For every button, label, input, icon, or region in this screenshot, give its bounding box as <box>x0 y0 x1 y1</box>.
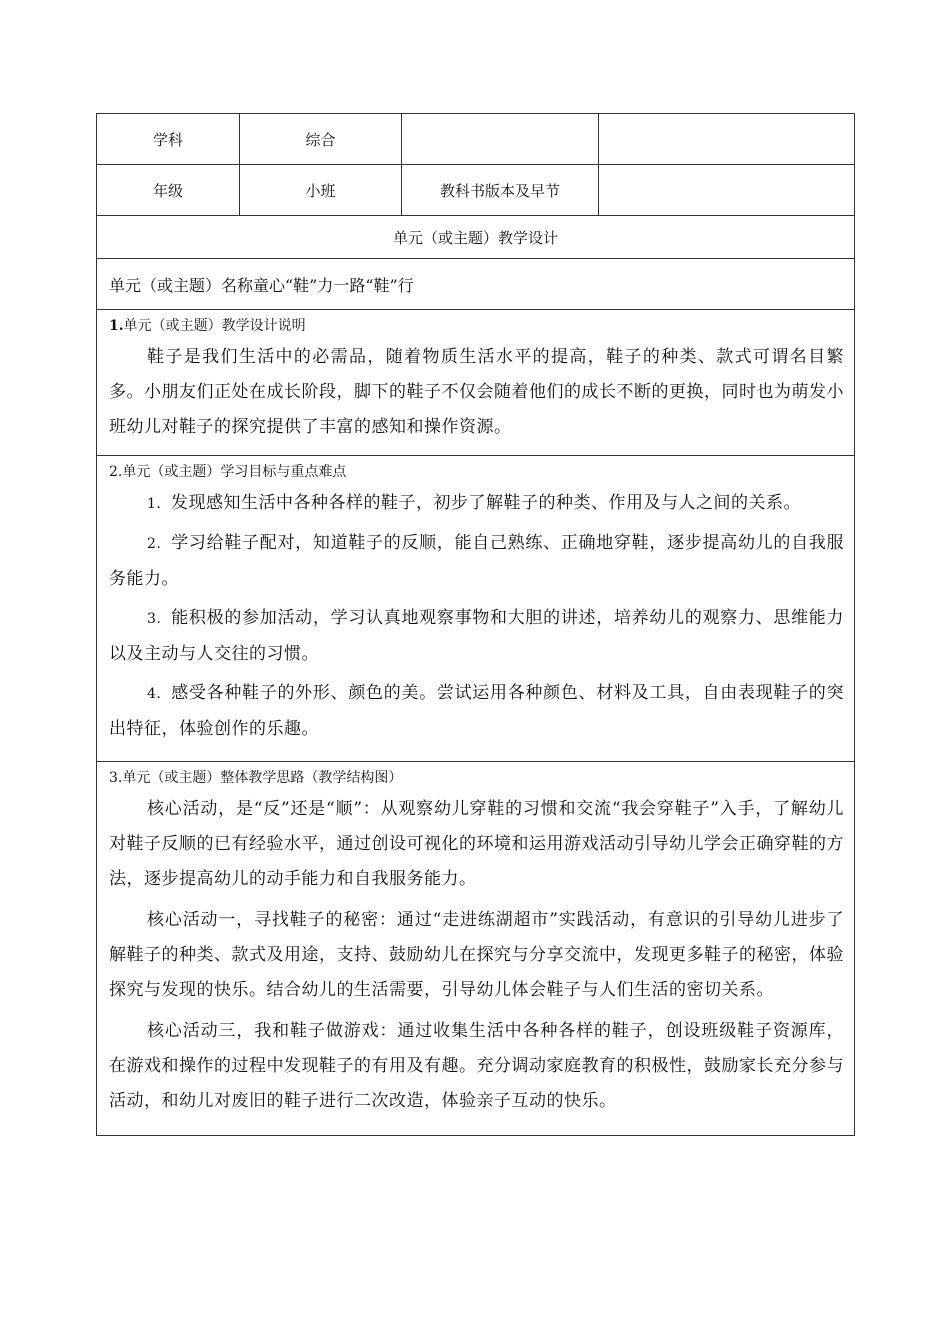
unit-design-title: 单元（或主题）教学设计 <box>97 216 855 259</box>
section3-title: 3.单元（或主题）整体教学思路（教学结构图） <box>109 770 403 786</box>
goal-number: 4. <box>147 686 162 702</box>
section3-paragraph: 核心活动，是“反”还是“顺”：从观察幼儿穿鞋的习惯和交流“我会穿鞋子”入手，了解幼儿对鞋子反顺的已有经验水平，通过创设可视化的环境和运用游戏活动引导幼儿学会正确穿鞋的方法，逐步提高幼儿的动手能力和自我服务能力。 <box>109 799 844 889</box>
section2-row <box>97 456 855 762</box>
section3-row <box>97 762 855 1136</box>
goal-number: 2. <box>147 536 162 552</box>
empty-cell <box>599 114 855 165</box>
goal-number: 3. <box>147 611 162 627</box>
section1-title <box>109 316 844 336</box>
grade-row <box>97 165 855 216</box>
subject-value: 综合 <box>240 114 402 165</box>
goal-item <box>109 526 844 597</box>
section1-paragraph: 鞋子是我们生活中的必需品，随着物质生活水平的提高，鞋子的种类、款式可谓名目繁多。小朋友们正处在成长阶段，脚下的鞋子不仅会随着他们的成长不断的更换，同时也为萌发小班幼儿对鞋子的探究提供了丰富的感知和操作资源。 <box>109 347 844 437</box>
unit-name-row <box>97 259 855 310</box>
subject-label: 学科 <box>97 114 240 165</box>
goal-text: 感受各种鞋子的外形、颜色的美。尝试运用各种颜色、材料及工具，自由表现鞋子的突出特征，体验创作的乐趣。 <box>109 683 844 739</box>
section3-paragraph: 核心活动三，我和鞋子做游戏：通过收集生活中各种各样的鞋子，创设班级鞋子资源库，在游戏和操作的过程中发现鞋子的有用及有趣。充分调动家庭教育的积极性，鼓励家长充分参与活动，和幼儿对废旧的鞋子进行二次改造，体验亲子互动的快乐。 <box>109 1021 844 1111</box>
grade-value: 小班 <box>240 165 402 216</box>
goal-text: 发现感知生活中各种各样的鞋子，初步了解鞋子的种类、作用及与人之间的关系。 <box>171 493 801 513</box>
section3-cell <box>97 762 855 1136</box>
empty-cell <box>402 114 599 165</box>
goal-item <box>109 486 844 522</box>
lesson-plan-page <box>96 113 854 1136</box>
grade-label: 年级 <box>97 165 240 216</box>
lesson-plan-table <box>96 113 855 1136</box>
section1-row <box>97 310 855 456</box>
textbook-label: 教科书版本及早节 <box>402 165 599 216</box>
goal-text: 学习给鞋子配对，知道鞋子的反顺，能自己熟练、正确地穿鞋，逐步提高幼儿的自我服务能力。 <box>109 533 844 589</box>
section1-number: 1. <box>109 318 124 334</box>
goal-item <box>109 601 844 672</box>
unit-name: 单元（或主题）名称童心“鞋”力一路“鞋”行 <box>97 259 855 310</box>
subject-row <box>97 114 855 165</box>
goal-number: 1. <box>147 496 162 512</box>
section1-cell <box>97 310 855 456</box>
textbook-value-cell <box>599 165 855 216</box>
unit-design-title-row <box>97 216 855 259</box>
goal-text: 能积极的参加活动，学习认真地观察事物和大胆的讲述，培养幼儿的观察力、思维能力以及主动与人交往的习惯。 <box>109 608 844 664</box>
section1-title-text: 单元（或主题）教学设计说明 <box>123 318 306 334</box>
section2-cell <box>97 456 855 762</box>
section3-paragraph: 核心活动一，寻找鞋子的秘密：通过“走进练湖超市”实践活动，有意识的引导幼儿进步了解鞋子的种类、款式及用途，支持、鼓励幼儿在探究与分享交流中，发现更多鞋子的秘密，体验探究与发现的快乐。结合幼儿的生活需要，引导幼儿体会鞋子与人们生活的密切关系。 <box>109 910 844 1000</box>
goal-item <box>109 676 844 747</box>
section2-title: 2.单元（或主题）学习目标与重点难点 <box>109 464 347 480</box>
